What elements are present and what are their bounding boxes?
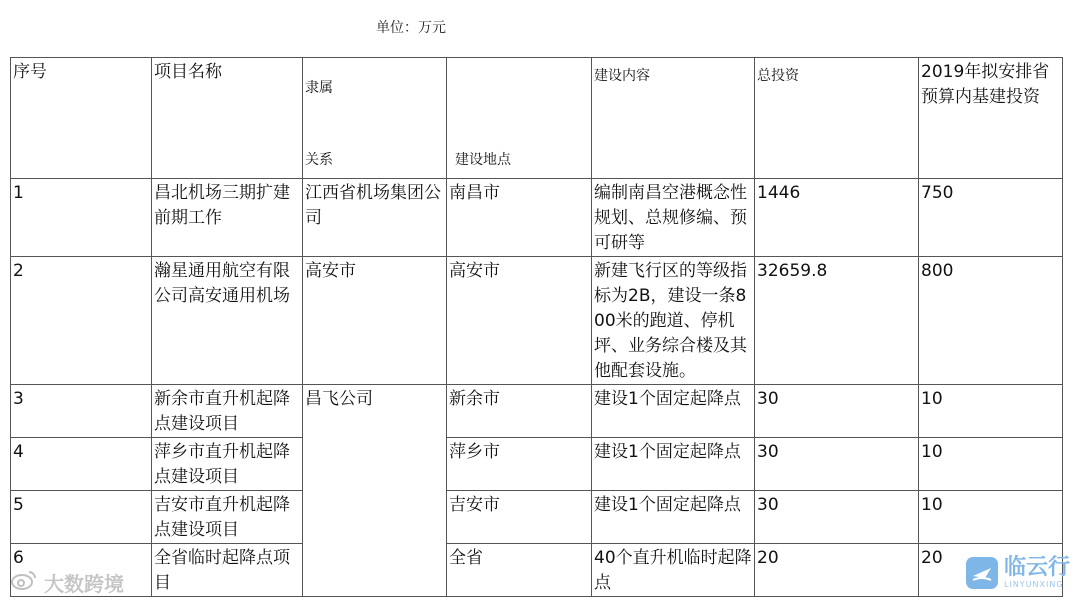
cell-name: 全省临时起降点项目: [152, 544, 303, 597]
table-row: [11, 544, 1063, 597]
table-row: [11, 438, 1063, 491]
watermark-left-text: 大数跨境: [44, 572, 124, 596]
cell-seq: 1: [11, 179, 152, 257]
header-location-label: 建设地点: [455, 152, 511, 168]
table-row: [11, 385, 1063, 438]
cell-seq: 3: [11, 385, 152, 438]
header-affiliation-line2: 关系: [305, 152, 333, 168]
cell-total: 30: [755, 438, 919, 491]
cell-content: 建设1个固定起降点: [592, 385, 755, 438]
cell-location: 南昌市: [447, 179, 592, 257]
cell-seq: 5: [11, 491, 152, 544]
cell-location: 吉安市: [447, 491, 592, 544]
header-budget: 2019年拟安排省预算内基建投资: [919, 58, 1063, 179]
cell-budget: 800: [919, 257, 1063, 385]
unit-label: 单位：万元: [376, 20, 446, 36]
header-affiliation: [303, 58, 447, 179]
cell-seq: 6: [11, 544, 152, 597]
header-content: [592, 58, 755, 179]
header-content-label: 建设内容: [594, 68, 650, 84]
cell-content: 建设1个固定起降点: [592, 438, 755, 491]
cell-seq: 4: [11, 438, 152, 491]
cell-content: 新建飞行区的等级指标为2B，建设一条800米的跑道、停机坪、业务综合楼及其他配套设施。: [592, 257, 755, 385]
cell-affiliation: 江西省机场集团公司: [303, 179, 447, 257]
cell-content: 编制南昌空港概念性规划、总规修编、预可研等: [592, 179, 755, 257]
header-name: 项目名称: [152, 58, 303, 179]
cell-location: 高安市: [447, 257, 592, 385]
table-row: [11, 491, 1063, 544]
investment-table: [10, 57, 1063, 597]
cell-total: 20: [755, 544, 919, 597]
cell-affiliation: 高安市: [303, 257, 447, 385]
cell-total: 30: [755, 491, 919, 544]
cell-budget: 20: [919, 544, 1063, 597]
cell-budget: 10: [919, 438, 1063, 491]
table-row: [11, 179, 1063, 257]
header-total-label: 总投资: [757, 68, 799, 84]
table-header-row: [11, 58, 1063, 179]
watermark-right-sub: LINYUNXING: [1004, 580, 1064, 589]
watermark-left: [10, 568, 124, 597]
cell-total: 1446: [755, 179, 919, 257]
watermark-right-title: 临云行: [1004, 555, 1071, 580]
header-location: [447, 58, 592, 179]
cloud-plane-icon: [966, 557, 998, 589]
cell-location: 新余市: [447, 385, 592, 438]
cell-seq: 2: [11, 257, 152, 385]
weibo-icon: [10, 569, 38, 596]
cell-name: 吉安市直升机起降点建设项目: [152, 491, 303, 544]
cell-total: 32659.8: [755, 257, 919, 385]
cell-affiliation: 昌飞公司: [303, 385, 447, 597]
header-seq: 序号: [11, 58, 152, 179]
cell-location: 全省: [447, 544, 592, 597]
cell-name: 新余市直升机起降点建设项目: [152, 385, 303, 438]
cell-name: 昌北机场三期扩建前期工作: [152, 179, 303, 257]
cell-location: 萍乡市: [447, 438, 592, 491]
cell-name: 瀚星通用航空有限公司高安通用机场: [152, 257, 303, 385]
cell-budget: 750: [919, 179, 1063, 257]
cell-budget: 10: [919, 491, 1063, 544]
cell-name: 萍乡市直升机起降点建设项目: [152, 438, 303, 491]
table-row: [11, 257, 1063, 385]
cell-total: 30: [755, 385, 919, 438]
cell-content: 建设1个固定起降点: [592, 491, 755, 544]
header-affiliation-line1: 隶属: [305, 80, 333, 96]
watermark-right: [966, 556, 1070, 590]
cell-budget: 10: [919, 385, 1063, 438]
header-total: [755, 58, 919, 179]
cell-content: 40个直升机临时起降点: [592, 544, 755, 597]
